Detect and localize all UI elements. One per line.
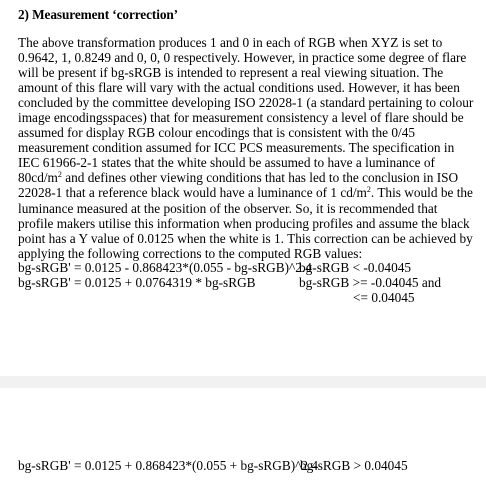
- paragraph-text: 22028-1 that a reference black would have a luminance of 1 cd/m: [18, 185, 367, 201]
- superscript: 2: [366, 185, 371, 195]
- equation-condition: bg-sRGB >= -0.04045 and: [299, 275, 442, 290]
- body-paragraph: [18, 35, 486, 261]
- section-heading: 2) Measurement ‘correction’: [18, 7, 178, 22]
- paragraph-line: assumed for display RGB colour encodings that is consistent with the 0/45: [18, 125, 416, 141]
- paragraph-line: image encodingsspaces) that for measurement consistency a level of flare should be: [18, 110, 464, 126]
- paragraph-line: amount of this flare will vary with the actual conditions used. However, it has been: [18, 80, 460, 96]
- equation-formula: bg-sRGB' = 0.0125 - 0.868423*(0.055 - bg-sRGB)^2.4: [18, 260, 312, 275]
- paragraph-text: 80cd/m: [18, 170, 58, 186]
- paragraph-line: 0.9642, 1, 0.8249 and 0, 0, 0 respectively. However, in practice some degree of flare: [18, 50, 467, 66]
- paragraph-text: . This would be the: [370, 185, 473, 201]
- equation-condition-continuation: <= 0.04045: [353, 290, 415, 305]
- paragraph-line: [18, 170, 486, 185]
- page-separator: [0, 376, 486, 388]
- superscript: 2: [57, 170, 62, 180]
- equation-condition: bg-sRGB < -0.04045: [299, 260, 412, 275]
- paragraph-text: and defines other viewing conditions that has led to the conclusion in ISO: [61, 170, 459, 186]
- paragraph-line: measurement condition assumed for ICC PCS measurements. The specification in: [18, 140, 455, 156]
- equation-condition: bg-sRGB > 0.04045: [300, 458, 408, 473]
- paragraph-line: point has a Y value of 0.0125 when the white is 1. This correction can be achieved by: [18, 230, 473, 246]
- paragraph-line: luminance measured at the position of the observer. So, it is recommended that: [18, 200, 438, 216]
- paragraph-line: profile makers utilise this information when producing profiles and assume the black: [18, 215, 470, 231]
- equation-formula: bg-sRGB' = 0.0125 + 0.0764319 * bg-sRGB: [18, 275, 256, 290]
- paragraph-line: IEC 61966-2-1 states that the white should be assumed to have a luminance of: [18, 155, 435, 171]
- paragraph-line: The above transformation produces 1 and 0 in each of RGB when XYZ is set to: [18, 35, 443, 50]
- paragraph-line: will be present if bg-sRGB is intended to represent a real viewing situation. The: [18, 65, 444, 81]
- equation-formula: bg-sRGB' = 0.0125 + 0.868423*(0.055 + bg-sRGB)^2.4: [18, 458, 319, 473]
- paragraph-line: concluded by the committee developing ISO 22028-1 (a standard pertaining to colour: [18, 95, 474, 111]
- paragraph-line: applying the following corrections to the computed RGB values:: [18, 245, 363, 261]
- document-page-bottom: [0, 388, 486, 500]
- paragraph-line: [18, 185, 486, 200]
